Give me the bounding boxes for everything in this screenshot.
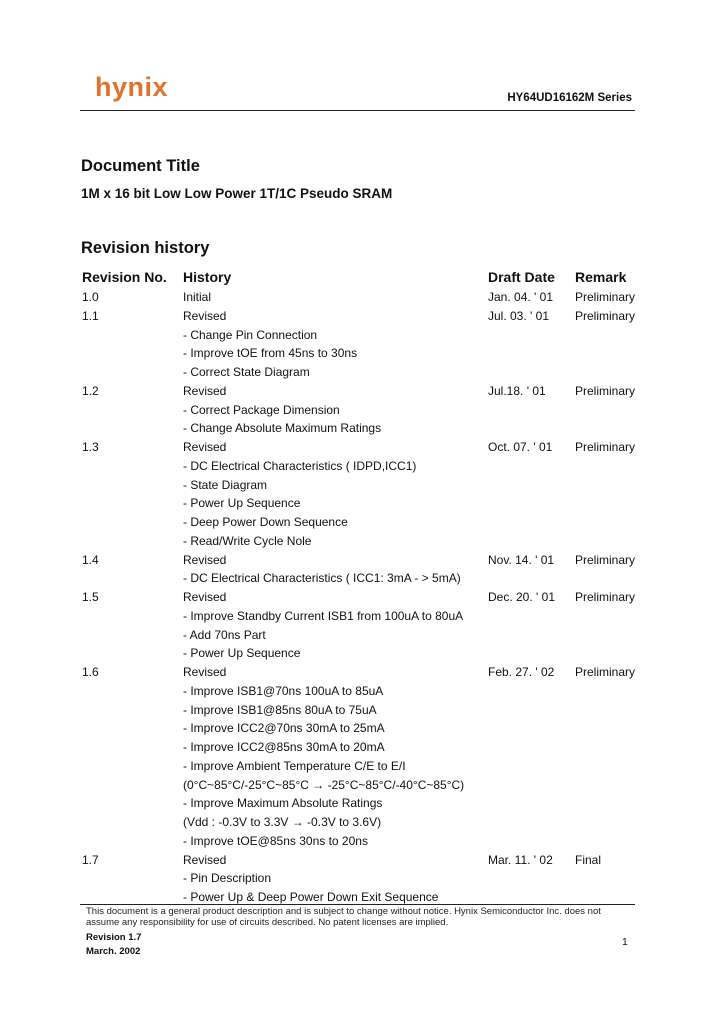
remark: Final — [575, 852, 602, 867]
history-text: - Change Absolute Maximum Ratings — [183, 421, 382, 436]
table-row — [0, 364, 720, 383]
column-header-history: History — [183, 269, 232, 285]
footer-date: March. 2002 — [86, 946, 141, 957]
column-header-date: Draft Date — [488, 269, 555, 285]
table-row — [0, 870, 720, 889]
disclaimer: This document is a general product description and is subject to change without notice. Hynix Semiconductor Inc. does not assume any responsibility for use of circuits described. No patent licenses are implied. — [86, 906, 601, 928]
table-row — [0, 570, 720, 589]
table-row — [0, 477, 720, 496]
history-text: Revised — [183, 590, 227, 604]
history-text: - Pin Description — [183, 871, 272, 886]
history-text: Revised — [183, 852, 227, 867]
page-number: 1 — [622, 936, 628, 948]
remark: Preliminary — [575, 308, 636, 323]
remark: Preliminary — [575, 383, 636, 398]
history-text: - Power Up Sequence — [183, 646, 301, 661]
table-row — [0, 720, 720, 739]
draft-date: Feb. 27. ' 02 — [488, 665, 555, 679]
header-divider — [80, 110, 635, 111]
history-text: - Power Up Sequence — [183, 496, 301, 511]
remark: Preliminary — [575, 290, 636, 304]
table-row — [0, 664, 720, 683]
table-row — [0, 833, 720, 852]
revision-number: 1.5 — [82, 590, 99, 604]
table-row — [0, 495, 720, 514]
table-row — [0, 458, 720, 477]
table-row — [0, 327, 720, 346]
remark: Preliminary — [575, 440, 636, 454]
revision-number: 1.0 — [82, 290, 99, 304]
draft-date: Nov. 14. ' 01 — [488, 552, 555, 567]
history-text: - Improve ISB1@85ns 80uA to 75uA — [183, 702, 377, 717]
history-text: - Change Pin Connection — [183, 327, 318, 342]
history-text: - Improve Ambient Temperature C/E to E/I — [183, 758, 406, 773]
footer-divider — [80, 904, 635, 905]
history-text: - Improve ICC2@85ns 30mA to 20mA — [183, 740, 385, 754]
history-text: - Deep Power Down Sequence — [183, 515, 348, 529]
history-text: - Improve ISB1@70ns 100uA to 85uA — [183, 683, 384, 698]
draft-date: Dec. 20. ' 01 — [488, 590, 555, 604]
table-row — [0, 345, 720, 364]
history-text: (Vdd : -0.3V to 3.3V → -0.3V to 3.6V) — [183, 815, 382, 829]
series-label: HY64UD16162M Series — [507, 92, 632, 104]
draft-date: Jul.18. ' 01 — [488, 383, 546, 398]
revision-number: 1.7 — [82, 852, 99, 867]
remark: Preliminary — [575, 552, 636, 567]
table-row — [0, 383, 720, 402]
revision-number: 1.4 — [82, 552, 99, 567]
history-text: - Improve tOE@85ns 30ns to 20ns — [183, 833, 368, 848]
table-row — [0, 777, 720, 796]
history-text: - DC Electrical Characteristics ( ICC1: 3mA - > 5mA) — [183, 571, 461, 586]
table-row — [0, 645, 720, 664]
column-header-remark: Remark — [575, 269, 627, 285]
revision-history-title: Revision history — [81, 239, 210, 257]
table-row — [0, 608, 720, 627]
draft-date: Oct. 07. ' 01 — [488, 440, 553, 454]
table-row — [0, 589, 720, 608]
history-text: - Improve ICC2@70ns 30mA to 25mA — [183, 721, 385, 736]
table-row — [0, 702, 720, 721]
table-row — [0, 402, 720, 421]
revision-number: 1.3 — [82, 440, 99, 454]
history-text: (0°C~85°C/-25°C~85°C → -25°C~85°C/-40°C~85°C) — [183, 777, 465, 792]
table-row — [0, 795, 720, 814]
draft-date: Mar. 11. ' 02 — [488, 852, 553, 867]
revision-number: 1.1 — [82, 308, 99, 323]
remark: Preliminary — [575, 590, 636, 604]
history-text: - State Diagram — [183, 477, 268, 492]
history-text: Revised — [183, 552, 227, 567]
logo: hynix — [95, 72, 169, 102]
history-text: - DC Electrical Characteristics ( IDPD,ICC1) — [183, 458, 417, 473]
history-text: - Improve Standby Current ISB1 from 100uA to 80uA — [183, 608, 464, 623]
table-row — [0, 852, 720, 871]
table-row — [0, 289, 720, 308]
table-row — [0, 514, 720, 533]
revision-number: 1.6 — [82, 665, 99, 679]
history-text: - Add 70ns Part — [183, 627, 266, 642]
table-row — [0, 308, 720, 327]
table-row — [0, 533, 720, 552]
history-text: Initial — [183, 290, 212, 304]
table-row — [0, 814, 720, 833]
draft-date: Jan. 04. ' 01 — [488, 290, 554, 304]
table-row — [0, 552, 720, 571]
table-row — [0, 758, 720, 777]
history-text: Revised — [183, 308, 227, 323]
draft-date: Jul. 03. ' 01 — [488, 308, 549, 323]
history-text: - Correct Package Dimension — [183, 402, 340, 417]
document-title: Document Title — [81, 157, 200, 175]
history-text: Revised — [183, 440, 227, 454]
table-row — [0, 439, 720, 458]
table-row — [0, 683, 720, 702]
history-text: - Power Up & Deep Power Down Exit Sequence — [183, 890, 439, 904]
table-row — [0, 739, 720, 758]
footer-revision: Revision 1.7 — [86, 932, 142, 943]
history-text: - Improve tOE from 45ns to 30ns — [183, 346, 358, 361]
history-text: - Improve Maximum Absolute Ratings — [183, 796, 383, 811]
remark: Preliminary — [575, 665, 636, 679]
document-subtitle: 1M x 16 bit Low Low Power 1T/1C Pseudo SRAM — [81, 186, 393, 201]
history-text: Revised — [183, 383, 227, 398]
table-row — [0, 627, 720, 646]
table-row — [0, 420, 720, 439]
revision-number: 1.2 — [82, 383, 99, 398]
column-header-revision: Revision No. — [82, 269, 167, 285]
history-text: - Read/Write Cycle Nole — [183, 533, 312, 548]
history-text: - Correct State Diagram — [183, 365, 310, 379]
history-text: Revised — [183, 665, 227, 679]
revision-table — [0, 289, 720, 908]
